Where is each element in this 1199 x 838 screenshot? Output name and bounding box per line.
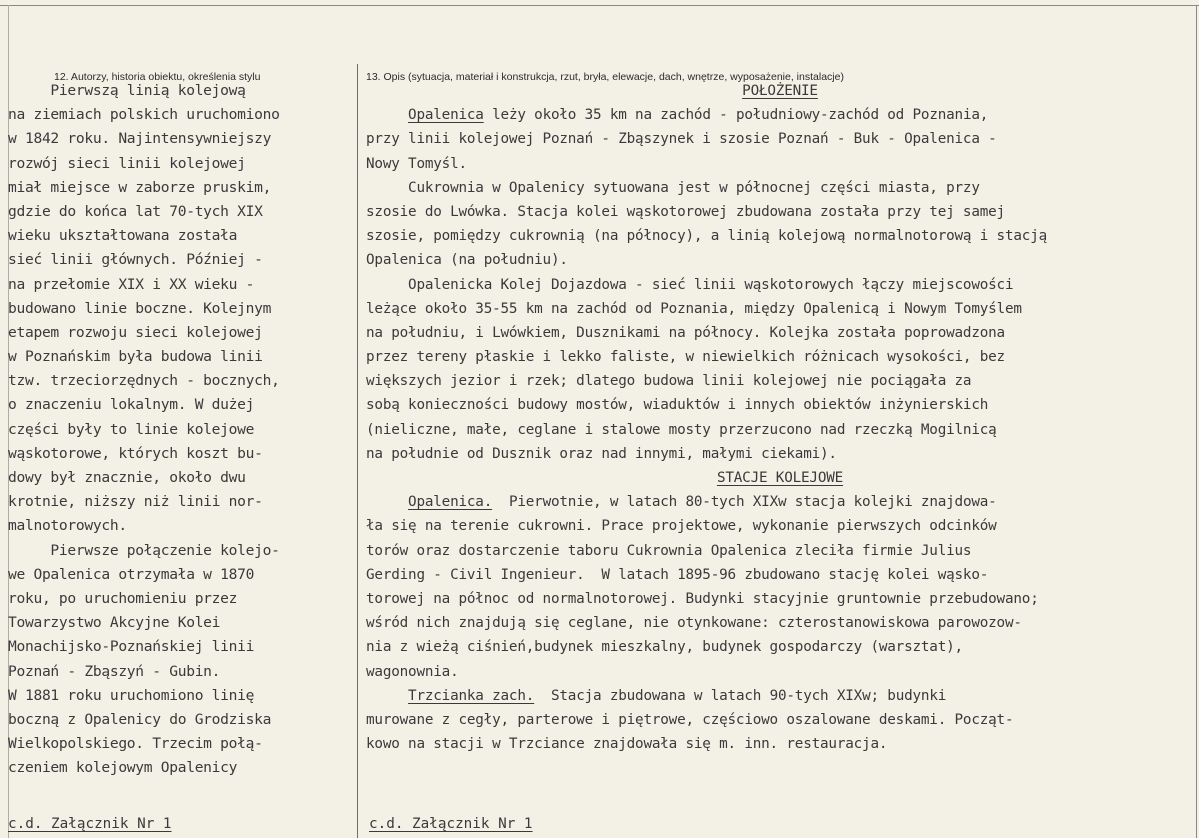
station-line: kowo na stacji w Trzciance znajdowała się m. inn. restauracja. [366,736,888,753]
location-line: na południu, i Lwówkiem, Dusznikami na północy. Kolejka została poprowadzona [366,324,1005,341]
history-line: boczną z Opalenicy do Grodziska [8,710,272,728]
frame-top-line [0,5,1199,6]
station-opalenica-first-line [366,490,1194,514]
location-paragraph-first-line [366,103,1194,127]
history-line: dowy był znacznie, około dwu [8,469,246,486]
history-line: na ziemiach polskich uruchomiono [8,106,280,124]
location-line: przez tereny płaskie i lekko faliste, w niewielkich różnicach wysokości, bez [366,349,1005,366]
heading-stacje-text: STACJE KOLEJOWE [716,470,844,486]
station-trzcianka-first-line [366,684,1194,708]
history-line: rozwój sieci linii kolejowej [8,154,246,172]
station-line: wagonownia. [366,663,459,680]
history-line: Poznań - Zbąszyń - Gubin. [8,662,221,680]
heading-polozenie [366,79,1194,103]
history-line: we Opalenica otrzymała w 1870 [8,565,255,583]
history-line: Wielkopolskiego. Trzecim połą- [8,735,263,753]
history-line: krotnie, niższy niż linii nor- [8,493,263,511]
location-line: Opalenicka Kolej Dojazdowa - sieć linii wąskotorowych łączy miejscowości [366,276,1014,293]
station-line: torów oraz dostarczenie taboru Cukrownia Opalenica zleciła firmie Julius [366,542,972,559]
frame-right-line [1196,5,1197,838]
station-line: ła się na terenie cukrowni. Prace projektowe, wykonanie pierwszych odcinków [366,518,997,535]
heading-stacje [366,466,1194,490]
place-name-opalenica: Opalenica [408,107,484,124]
history-line: części były to linie kolejowe [8,420,255,438]
station-line: murowane z cegły, parterowe i piętrowe, częściowo oszalowane deskami. Począt- [366,711,1014,728]
history-line: malnotorowych. [8,517,127,535]
column-divider [357,64,358,838]
location-line: Opalenica (na południu). [366,252,568,269]
section-13-header: 13. Opis (sytuacja, materiał i konstrukcja, rzut, bryła, elewacje, dach, wnętrze, wyposażenie, instalacje) [366,71,844,83]
location-line: sobą konieczności budowy mostów, wiaduktów i innych obiektów inżynierskich [366,397,989,414]
history-line: budowano linie boczne. Kolejnym [8,299,272,317]
history-line: Pierwsze połączenie kolejo- [8,541,280,559]
history-line: o znaczeniu lokalnym. W dużej [8,396,255,414]
right-footer-continuation: c.d. Załącznik Nr 1 [369,816,533,832]
history-line: W 1881 roku uruchomiono linię [8,686,255,704]
history-line: tzw. trzeciorzędnych - bocznych, [8,372,280,390]
station-name-trzcianka: Trzcianka zach. [408,687,535,704]
description-column [366,79,1194,756]
history-line: wieku ukształtowana została [8,227,238,245]
location-line: większych jezior i rzek; dlatego budowa linii kolejowej nie pociągała za [366,373,972,390]
location-line: Cukrownia w Opalenicy sytuowana jest w północnej części miasta, przy [366,179,980,196]
indent [366,688,408,704]
location-line: leżące około 35-55 km na zachód od Poznania, między Opalenicą i Nowym Tomyślem [366,300,1022,317]
history-line: miał miejsce w zaborze pruskim, [8,178,272,196]
history-line: etapem rozwoju sieci kolejowej [8,323,263,341]
station-line: torowej na północ od normalnotorowej. Budynki stacyjnie gruntownie przebudowano; [366,590,1039,607]
history-line: czeniem kolejowym Opalenicy [8,759,238,777]
location-line: na południe od Dusznik oraz nad innymi, małymi ciekami). [366,445,837,462]
history-line: roku, po uruchomieniu przez [8,589,238,607]
section-12-header: 12. Autorzy, historia obiektu, określenia stylu [54,71,261,83]
indent [366,107,408,123]
history-column [8,79,353,780]
history-line: Pierwszą linią kolejową [8,82,246,99]
history-line: gdzie do końca lat 70-tych XIX [8,202,263,220]
station-name-opalenica: Opalenica. [408,494,493,511]
indent [366,494,408,510]
location-line: (nieliczne, małe, ceglane i stalowe mosty przerzucono nad rzeczką Mogilnicą [366,421,997,438]
line-text: leży około 35 km na zachód - południowy-zachód od Poznania, [483,107,989,124]
location-line: przy linii kolejowej Poznań - Zbąszynek i szosie Poznań - Buk - Opalenica - [366,131,997,148]
heading-polozenie-text: POŁOŻENIE [742,83,818,99]
history-line: Monachijsko-Poznańskiej linii [8,638,255,656]
line-text: Pierwotnie, w latach 80-tych XIXw stacja kolejki znajdowa- [492,494,997,511]
history-line: na przełomie XIX i XX wieku - [8,275,255,293]
history-line: w 1842 roku. Najintensywniejszy [8,130,272,148]
location-line: szosie do Lwówka. Stacja kolei wąskotorowej zbudowana została przy tej samej [366,203,1005,220]
left-footer-continuation: c.d. Załącznik Nr 1 [8,816,172,832]
history-line: sieć linii głównych. Później - [8,251,263,269]
line-text: Stacja zbudowana w latach 90-tych XIXw; budynki [534,687,947,704]
station-line: Gerding - Civil Ingenieur. W latach 1895-96 zbudowano stację kolei wąsko- [366,566,989,583]
history-line: wąskotorowe, których koszt bu- [8,444,263,462]
location-line: szosie, pomiędzy cukrownią (na północy), a linią kolejową normalnotorową i stacją [366,228,1048,245]
history-line: w Poznańskim była budowa linii [8,348,263,366]
station-line: nia z wieżą ciśnień,budynek mieszkalny, budynek gospodarczy (warsztat), [366,639,963,656]
history-line: Towarzystwo Akcyjne Kolei [8,614,221,632]
station-line: wśród nich znajdują się ceglane, nie otynkowane: czterostanowiskowa parowozow- [366,615,1022,632]
location-line: Nowy Tomyśl. [366,155,467,172]
